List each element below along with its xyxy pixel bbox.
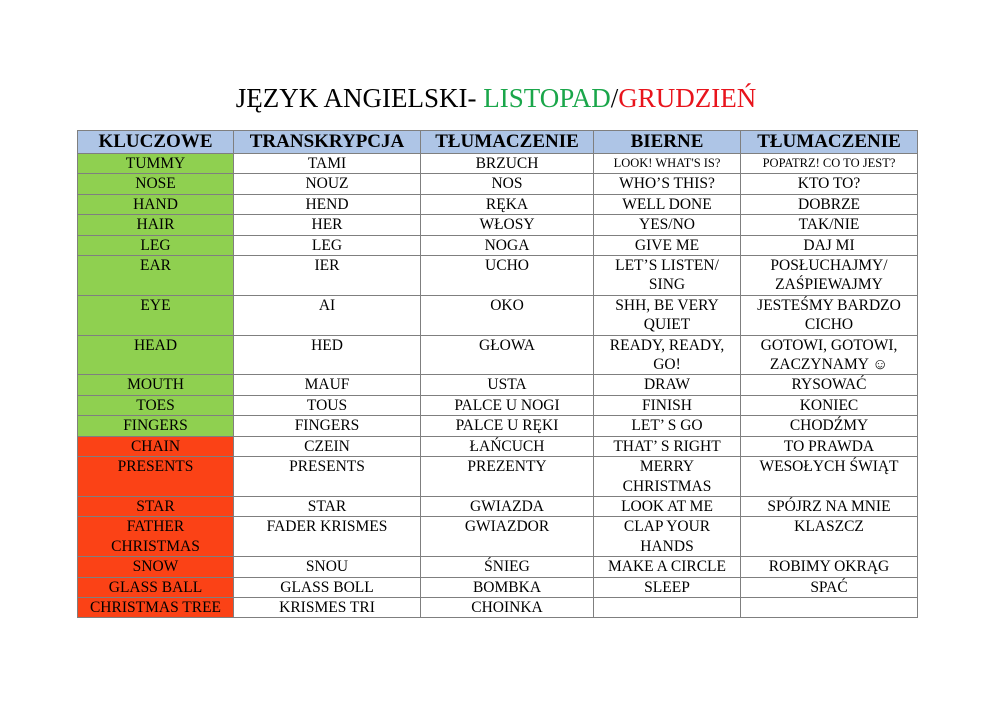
keyword-cell: CHAIN bbox=[78, 436, 234, 456]
keyword-cell: SNOW bbox=[78, 557, 234, 577]
transcription-cell: MAUF bbox=[234, 375, 421, 395]
passive-translation-cell: ROBIMY OKRĄG bbox=[741, 557, 918, 577]
header-passive: BIERNE bbox=[594, 131, 741, 154]
page-title bbox=[0, 82, 992, 114]
transcription-cell: HED bbox=[234, 335, 421, 375]
transcription-cell: IER bbox=[234, 256, 421, 296]
keyword-cell: FINGERS bbox=[78, 416, 234, 436]
passive-translation-cell: TO PRAWDA bbox=[741, 436, 918, 456]
passive-translation-cell: POPATRZ! CO TO JEST? bbox=[741, 154, 918, 174]
translation-cell: PREZENTY bbox=[421, 457, 594, 497]
passive-translation-cell: RYSOWAĆ bbox=[741, 375, 918, 395]
passive-cell: THAT’ S RIGHT bbox=[594, 436, 741, 456]
passive-translation-cell bbox=[741, 597, 918, 617]
translation-cell: GWIAZDOR bbox=[421, 517, 594, 557]
keyword-cell: PRESENTS bbox=[78, 457, 234, 497]
keyword-cell: FATHER CHRISTMAS bbox=[78, 517, 234, 557]
keyword-cell: HAND bbox=[78, 194, 234, 214]
table-row bbox=[78, 436, 918, 456]
keyword-cell: MOUTH bbox=[78, 375, 234, 395]
passive-translation-cell: DOBRZE bbox=[741, 194, 918, 214]
passive-cell: WHO’S THIS? bbox=[594, 174, 741, 194]
table-row bbox=[78, 416, 918, 436]
transcription-cell: PRESENTS bbox=[234, 457, 421, 497]
translation-cell: BOMBKA bbox=[421, 577, 594, 597]
passive-translation-cell: WESOŁYCH ŚWIĄT bbox=[741, 457, 918, 497]
passive-cell: YES/NO bbox=[594, 215, 741, 235]
table-row bbox=[78, 577, 918, 597]
keyword-cell: LEG bbox=[78, 235, 234, 255]
title-main: JĘZYK ANGIELSKI- bbox=[235, 83, 484, 113]
table-row bbox=[78, 194, 918, 214]
translation-cell: PALCE U NOGI bbox=[421, 395, 594, 415]
passive-cell: MAKE A CIRCLE bbox=[594, 557, 741, 577]
table-row bbox=[78, 295, 918, 335]
table-row bbox=[78, 557, 918, 577]
table-row bbox=[78, 375, 918, 395]
passive-cell: MERRY CHRISTMAS bbox=[594, 457, 741, 497]
passive-translation-cell: CHODŹMY bbox=[741, 416, 918, 436]
passive-translation-cell: KONIEC bbox=[741, 395, 918, 415]
header-translation: TŁUMACZENIE bbox=[421, 131, 594, 154]
translation-cell: ŁAŃCUCH bbox=[421, 436, 594, 456]
table-row bbox=[78, 235, 918, 255]
passive-cell: LOOK AT ME bbox=[594, 496, 741, 516]
keyword-cell: STAR bbox=[78, 496, 234, 516]
table-row bbox=[78, 517, 918, 557]
translation-cell: GŁOWA bbox=[421, 335, 594, 375]
translation-cell: PALCE U RĘKI bbox=[421, 416, 594, 436]
keyword-cell: CHRISTMAS TREE bbox=[78, 597, 234, 617]
passive-cell: DRAW bbox=[594, 375, 741, 395]
header-passive-translation: TŁUMACZENIE bbox=[741, 131, 918, 154]
transcription-cell: KRISMES TRI bbox=[234, 597, 421, 617]
transcription-cell: HER bbox=[234, 215, 421, 235]
table-row bbox=[78, 457, 918, 497]
transcription-cell: FADER KRISMES bbox=[234, 517, 421, 557]
passive-translation-cell: KTO TO? bbox=[741, 174, 918, 194]
passive-cell: CLAP YOUR HANDS bbox=[594, 517, 741, 557]
table-row bbox=[78, 154, 918, 174]
passive-cell: LET’ S GO bbox=[594, 416, 741, 436]
passive-translation-cell: GOTOWI, GOTOWI, ZACZYNAMY ☺ bbox=[741, 335, 918, 375]
translation-cell: NOGA bbox=[421, 235, 594, 255]
passive-cell: SHH, BE VERY QUIET bbox=[594, 295, 741, 335]
table-row bbox=[78, 215, 918, 235]
passive-cell: SLEEP bbox=[594, 577, 741, 597]
transcription-cell: HEND bbox=[234, 194, 421, 214]
header-keyword: KLUCZOWE bbox=[78, 131, 234, 154]
vocabulary-table bbox=[77, 130, 918, 618]
translation-cell: UCHO bbox=[421, 256, 594, 296]
translation-cell: USTA bbox=[421, 375, 594, 395]
passive-translation-cell: KLASZCZ bbox=[741, 517, 918, 557]
passive-translation-cell: JESTEŚMY BARDZO CICHO bbox=[741, 295, 918, 335]
passive-cell: WELL DONE bbox=[594, 194, 741, 214]
transcription-cell: LEG bbox=[234, 235, 421, 255]
table-row bbox=[78, 335, 918, 375]
table-row bbox=[78, 597, 918, 617]
transcription-cell: FINGERS bbox=[234, 416, 421, 436]
translation-cell: GWIAZDA bbox=[421, 496, 594, 516]
table-row bbox=[78, 256, 918, 296]
table-row bbox=[78, 174, 918, 194]
keyword-cell: HEAD bbox=[78, 335, 234, 375]
translation-cell: NOS bbox=[421, 174, 594, 194]
transcription-cell: SNOU bbox=[234, 557, 421, 577]
transcription-cell: GLASS BOLL bbox=[234, 577, 421, 597]
translation-cell: WŁOSY bbox=[421, 215, 594, 235]
table-row bbox=[78, 395, 918, 415]
transcription-cell: CZEIN bbox=[234, 436, 421, 456]
passive-translation-cell: DAJ MI bbox=[741, 235, 918, 255]
keyword-cell: EYE bbox=[78, 295, 234, 335]
keyword-cell: NOSE bbox=[78, 174, 234, 194]
translation-cell: CHOINKA bbox=[421, 597, 594, 617]
passive-cell: LOOK! WHAT'S IS? bbox=[594, 154, 741, 174]
title-listopad: LISTOPAD bbox=[483, 83, 611, 113]
translation-cell: ŚNIEG bbox=[421, 557, 594, 577]
transcription-cell: AI bbox=[234, 295, 421, 335]
keyword-cell: HAIR bbox=[78, 215, 234, 235]
title-grudzien: GRUDZIEŃ bbox=[618, 83, 757, 113]
keyword-cell: TUMMY bbox=[78, 154, 234, 174]
transcription-cell: NOUZ bbox=[234, 174, 421, 194]
passive-cell: FINISH bbox=[594, 395, 741, 415]
translation-cell: BRZUCH bbox=[421, 154, 594, 174]
passive-cell bbox=[594, 597, 741, 617]
keyword-cell: TOES bbox=[78, 395, 234, 415]
transcription-cell: TAMI bbox=[234, 154, 421, 174]
passive-cell: GIVE ME bbox=[594, 235, 741, 255]
passive-cell: READY, READY, GO! bbox=[594, 335, 741, 375]
header-transcription: TRANSKRYPCJA bbox=[234, 131, 421, 154]
title-separator: / bbox=[610, 83, 619, 113]
transcription-cell: TOUS bbox=[234, 395, 421, 415]
passive-translation-cell: POSŁUCHAJMY/ ZAŚPIEWAJMY bbox=[741, 256, 918, 296]
transcription-cell: STAR bbox=[234, 496, 421, 516]
keyword-cell: GLASS BALL bbox=[78, 577, 234, 597]
passive-translation-cell: SPAĆ bbox=[741, 577, 918, 597]
translation-cell: RĘKA bbox=[421, 194, 594, 214]
passive-translation-cell: TAK/NIE bbox=[741, 215, 918, 235]
table-row bbox=[78, 496, 918, 516]
passive-cell: LET’S LISTEN/ SING bbox=[594, 256, 741, 296]
translation-cell: OKO bbox=[421, 295, 594, 335]
passive-translation-cell: SPÓJRZ NA MNIE bbox=[741, 496, 918, 516]
keyword-cell: EAR bbox=[78, 256, 234, 296]
table-header-row bbox=[78, 131, 918, 154]
